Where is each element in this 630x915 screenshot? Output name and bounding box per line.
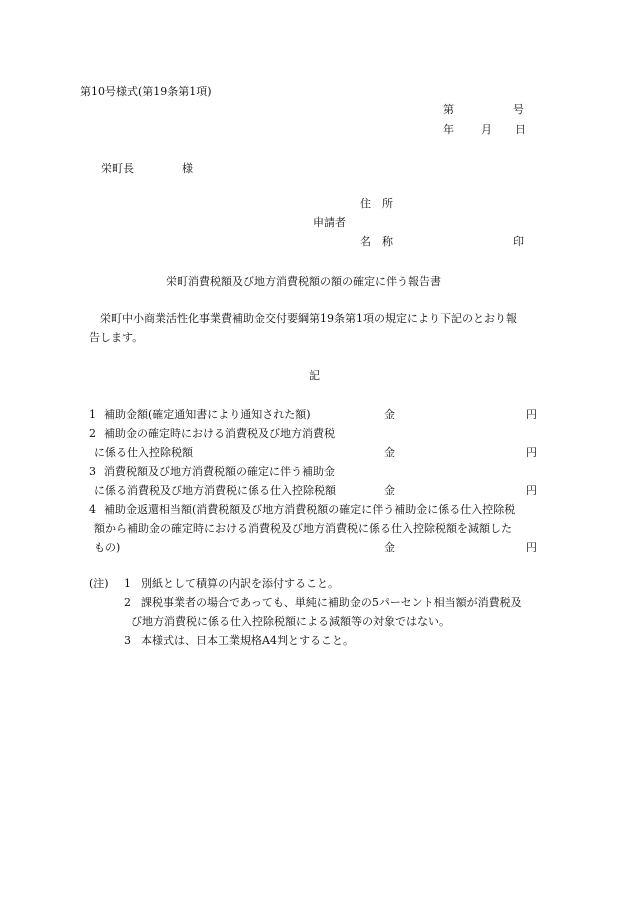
item-3-yen: 円 (526, 484, 537, 497)
note-2-number: 2 (124, 596, 131, 609)
item-1-yen: 円 (526, 408, 537, 421)
name-label: 名 称 (360, 235, 393, 248)
item-1-number: 1 (89, 408, 96, 421)
ki-heading: 記 (309, 369, 320, 382)
addressee-name: 栄町長 (101, 162, 134, 175)
doc-number-go: 号 (513, 103, 524, 116)
item-4-text-line-1: 補助金返還相当額(消費税額及び地方消費税額の確定に伴う補助金に係る仕入控除税 (104, 503, 516, 516)
notes-label: (注) (89, 577, 109, 590)
item-2-kin: 金 (384, 446, 395, 459)
address-label: 住 所 (360, 197, 393, 210)
item-2-text-line-1: 補助金の確定時における消費税及び地方消費税 (104, 427, 335, 440)
item-4-yen: 円 (526, 541, 537, 554)
note-2-text-line-2: び地方消費税に係る仕入控除税額による減額等の対象ではない。 (131, 615, 450, 628)
date-month: 月 (481, 123, 492, 136)
body-line-2: 告します。 (89, 331, 144, 344)
item-4-number: 4 (89, 503, 96, 516)
item-3-text-line-1: 消費税額及び地方消費税額の確定に伴う補助金 (104, 465, 335, 478)
item-3-number: 3 (89, 465, 96, 478)
item-1-text: 補助金額(確定通知書により通知された額) (104, 408, 311, 421)
item-3-text-line-2: に係る消費税及び地方消費税に係る仕入控除税額 (94, 484, 336, 497)
form-number: 第10号様式(第19条第1項) (80, 85, 212, 98)
item-1-kin: 金 (384, 408, 395, 421)
item-2-number: 2 (89, 427, 96, 440)
note-3-number: 3 (124, 634, 131, 647)
item-2-text-line-2: に係る仕入控除税額 (94, 446, 193, 459)
item-4-kin: 金 (384, 541, 395, 554)
addressee-sama: 様 (182, 162, 193, 175)
doc-number-dai: 第 (443, 103, 454, 116)
date-day: 日 (515, 123, 526, 136)
date-year: 年 (443, 123, 454, 136)
note-2-text-line-1: 課税事業者の場合であっても、単純に補助金の5パーセント相当額が消費税及 (141, 596, 522, 609)
applicant-label: 申請者 (313, 216, 346, 229)
note-1-number: 1 (124, 577, 131, 590)
note-1-text: 別紙として積算の内訳を添付すること。 (141, 577, 339, 590)
item-4-text-line-3: もの) (94, 541, 121, 554)
seal-mark: 印 (513, 235, 524, 248)
item-2-yen: 円 (526, 446, 537, 459)
note-3-text: 本様式は、日本工業規格A4判とすること。 (141, 634, 354, 647)
body-line-1: 栄町中小商業活性化事業費補助金交付要綱第19条第1項の規定により下記のとおり報 (100, 312, 517, 325)
document-title: 栄町消費税額及び地方消費税額の額の確定に伴う報告書 (166, 275, 441, 288)
item-3-kin: 金 (384, 484, 395, 497)
item-4-text-line-2: 額から補助金の確定時における消費税及び地方消費税に係る仕入控除税額を減額した (94, 522, 512, 535)
